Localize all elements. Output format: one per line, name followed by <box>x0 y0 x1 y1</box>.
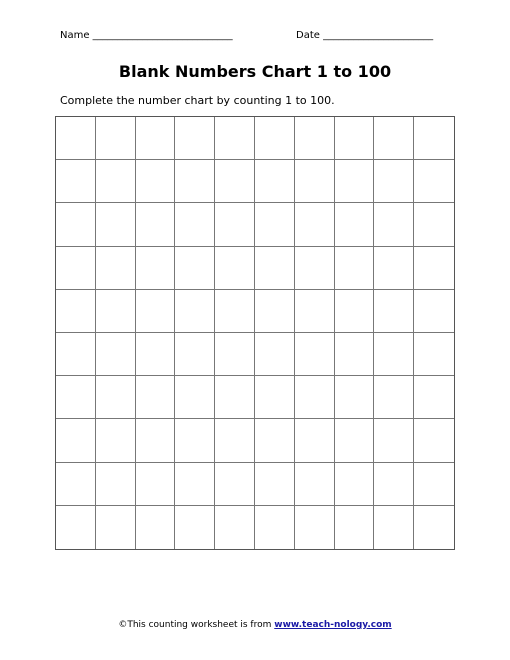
grid-cell <box>136 160 176 203</box>
grid-cell <box>96 117 136 160</box>
name-field-line: Name ____________________________ <box>60 30 233 41</box>
date-field-line: Date ______________________ <box>296 30 434 41</box>
grid-cell <box>175 247 215 290</box>
grid-cell <box>96 160 136 203</box>
grid-cell <box>295 247 335 290</box>
grid-cell <box>175 419 215 462</box>
grid-cell <box>175 376 215 419</box>
grid-cell <box>255 506 295 549</box>
grid-cell <box>136 333 176 376</box>
grid-cell <box>255 419 295 462</box>
grid-cell <box>215 290 255 333</box>
grid-cell <box>136 247 176 290</box>
grid-cell <box>295 117 335 160</box>
grid-cell <box>335 419 375 462</box>
grid-cell <box>295 419 335 462</box>
grid-cell <box>96 247 136 290</box>
grid-cell <box>414 160 454 203</box>
grid-cell <box>374 506 414 549</box>
grid-cell <box>335 203 375 246</box>
grid-cell <box>295 506 335 549</box>
grid-cell <box>136 376 176 419</box>
grid-cell <box>96 419 136 462</box>
grid-cell <box>175 333 215 376</box>
grid-cell <box>56 419 96 462</box>
grid-cell <box>215 117 255 160</box>
grid-cell <box>215 160 255 203</box>
grid-cell <box>374 290 414 333</box>
grid-cell <box>215 376 255 419</box>
grid-cell <box>175 290 215 333</box>
grid-cell <box>96 203 136 246</box>
grid-cell <box>335 290 375 333</box>
grid-cell <box>136 290 176 333</box>
grid-cell <box>56 203 96 246</box>
grid-cell <box>374 376 414 419</box>
grid-cell <box>295 376 335 419</box>
grid-cell <box>255 290 295 333</box>
grid-cell <box>255 160 295 203</box>
page-title: Blank Numbers Chart 1 to 100 <box>118 62 392 81</box>
grid-cell <box>255 247 295 290</box>
grid-cell <box>56 290 96 333</box>
grid-cell <box>414 463 454 506</box>
grid-cell <box>335 376 375 419</box>
grid-cell <box>136 506 176 549</box>
grid-cell <box>136 463 176 506</box>
grid-cell <box>215 419 255 462</box>
grid-cell <box>255 117 295 160</box>
grid-cell <box>96 290 136 333</box>
grid-cell <box>215 247 255 290</box>
grid-cell <box>96 333 136 376</box>
grid-cell <box>374 333 414 376</box>
grid-cell <box>335 463 375 506</box>
grid-cell <box>414 376 454 419</box>
grid-cell <box>56 506 96 549</box>
grid-cell <box>255 333 295 376</box>
grid-cell <box>374 203 414 246</box>
grid-cell <box>374 247 414 290</box>
grid-cell <box>295 203 335 246</box>
footer-text: ©This counting worksheet is from <box>118 620 272 630</box>
grid-cell <box>335 333 375 376</box>
grid-cell <box>335 506 375 549</box>
blank-number-grid <box>55 116 455 550</box>
grid-cell <box>136 419 176 462</box>
grid-cell <box>255 203 295 246</box>
grid-cell <box>374 463 414 506</box>
grid-cell <box>56 117 96 160</box>
grid-cell <box>255 463 295 506</box>
grid-cell <box>295 463 335 506</box>
grid-cell <box>414 290 454 333</box>
grid-cell <box>175 203 215 246</box>
footer-link[interactable]: www.teach-nology.com <box>274 620 392 630</box>
grid-cell <box>335 117 375 160</box>
grid-cell <box>56 376 96 419</box>
grid-cell <box>414 419 454 462</box>
grid-cell <box>414 333 454 376</box>
grid-cell <box>175 506 215 549</box>
grid-cell <box>56 160 96 203</box>
grid-cell <box>335 247 375 290</box>
grid-cell <box>215 203 255 246</box>
grid-cell <box>414 117 454 160</box>
grid-cell <box>215 333 255 376</box>
grid-cell <box>414 247 454 290</box>
grid-cell <box>374 117 414 160</box>
grid-cell <box>136 203 176 246</box>
grid-cell <box>56 247 96 290</box>
grid-cell <box>295 333 335 376</box>
footer <box>0 620 510 630</box>
grid-cell <box>56 333 96 376</box>
grid-cell <box>96 463 136 506</box>
grid-cell <box>255 376 295 419</box>
grid-cell <box>414 203 454 246</box>
grid-cell <box>374 419 414 462</box>
grid-cell <box>96 376 136 419</box>
grid-cell <box>96 506 136 549</box>
grid-cell <box>175 463 215 506</box>
instructions-text: Complete the number chart by counting 1 to 100. <box>60 94 335 107</box>
grid-cell <box>175 117 215 160</box>
grid-cell <box>335 160 375 203</box>
grid-cell <box>136 117 176 160</box>
grid-cell <box>295 160 335 203</box>
grid-cell <box>414 506 454 549</box>
grid-cell <box>374 160 414 203</box>
grid-cell <box>215 463 255 506</box>
grid-cell <box>215 506 255 549</box>
grid-cell <box>175 160 215 203</box>
grid-cell <box>56 463 96 506</box>
grid-cell <box>295 290 335 333</box>
